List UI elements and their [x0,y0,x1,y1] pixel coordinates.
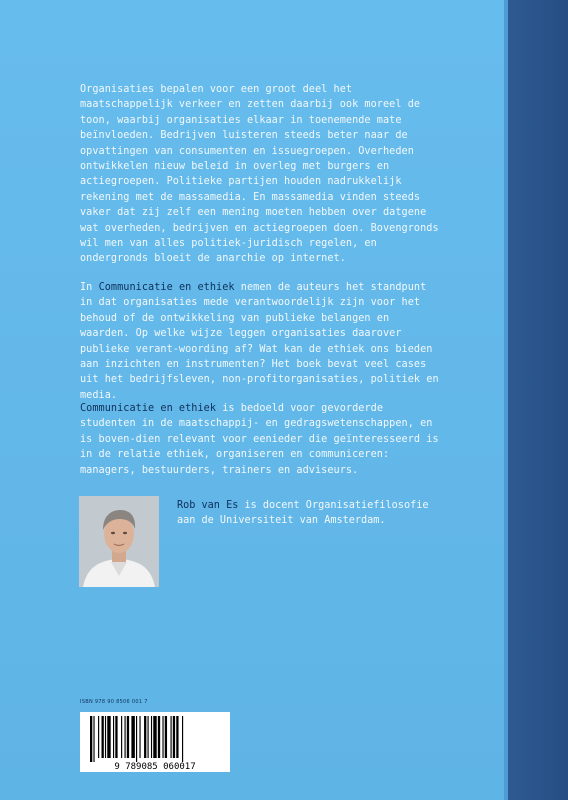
barcode-bar [98,716,99,758]
barcode-bar [176,716,178,758]
barcode [80,712,230,772]
barcode-bar [125,716,126,758]
author-name: Rob van Es [177,500,239,511]
barcode-bar [171,716,172,758]
barcode-bar [121,716,122,758]
paragraph-2-text: nemen de auteurs het standpunt in dat organisaties mede verantwoordelijk zijn voor het behoud of de ontwikkeling van publieke belangen en waarden. Op welke wijze leggen organisaties daarover publieke verant-woording af? Wat kan de ethiek ons bieden aan inzichten en instrumenten? Het boek bevat veel cases uit het bedrijfsleven, non-profitorganisaties, politiek en media. [80,282,439,401]
author-photo [79,496,159,587]
barcode-bar [90,716,92,762]
book-title-highlight: Communicatie en ethiek [98,282,235,293]
barcode-bar [144,716,146,758]
author-bio [177,498,437,529]
barcode-bar [107,716,110,758]
description-paragraph-2 [80,280,440,403]
description-paragraph-3 [80,401,440,478]
barcode-bar [153,716,156,758]
barcode-bar [158,716,160,758]
spine-band [508,0,568,800]
paragraph-2-prefix: In [80,282,99,293]
barcode-digits: 9 789085 060017 [114,762,196,772]
book-title-highlight-2: Communicatie en ethiek [80,403,217,414]
barcode-bar [127,716,129,758]
description-paragraph-1: Organisaties bepalen voor een groot deel het maatschappelijk verkeer en zetten daarbij ook moreel de toon, waarbij organisaties elkaar in toenemende mate beïnvloeden. Bedrijven luisteren steeds beter naar de opvattingen van consumenten en issuegroepen. Overheden ontwikkelen nieuw beleid in overleg met burgers en actiegroepen. Politieke partijen houden nadrukkelijk rekening met de massamedia. En massamedia vinden steeds vaker dat zij zelf een mening moeten hebben over datgene wat overheden, bedrijven en actiegroepen doen. Bovengronds wil men van alles politiek-juridisch regelen, en ondergronds bloeit de anarchie op internet. [80,84,439,265]
barcode-bar [162,716,163,758]
barcode-bar [173,716,175,758]
barcode-bar [136,716,137,762]
barcode-bar [139,716,140,758]
barcode-bar [182,716,183,762]
barcode-bar [148,716,149,758]
barcode-bar [165,716,167,758]
barcode-bar [105,716,106,758]
author-portrait-icon [79,496,159,587]
barcode-bar [151,716,152,758]
author-bio-text: is docent Organisatiefilosofie aan de Universiteit van Amsterdam. [177,500,429,527]
barcode-bar [131,716,134,758]
barcode-bar [113,716,114,758]
barcode-icon [80,712,230,772]
barcode-bar [93,716,94,762]
paragraph-3-text: is bedoeld voor gevorderde studenten in de maatschappij- en gedragswetenschappen, en is boven-dien relevant voor eenieder die geïnteresseerd is in de relatie ethiek, organiseren en communiceren: managers, bestuurders, trainers en adviseurs. [80,403,439,476]
isbn-label: ISBN 978 90 8506 001 7 [80,699,148,705]
barcode-bar [102,716,104,758]
barcode-bar [115,716,117,758]
